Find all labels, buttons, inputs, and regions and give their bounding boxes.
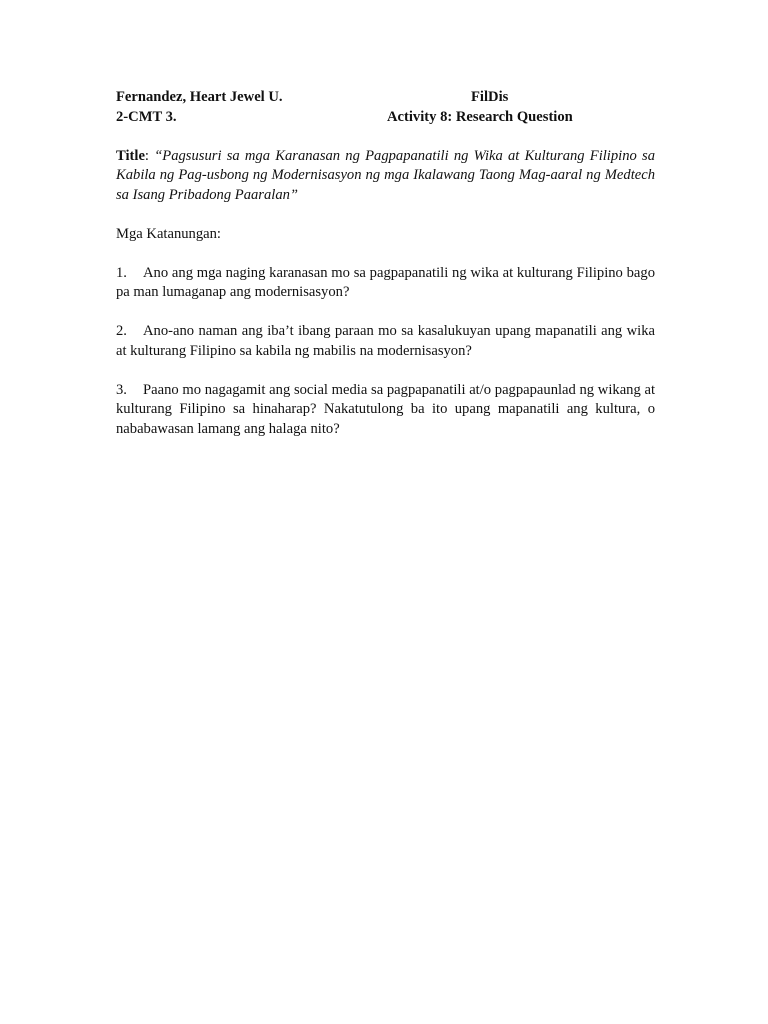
title-separator: : (144, 147, 155, 164)
question-number: 1. (116, 264, 127, 281)
title-text: “Pagsusuri sa mga Karanasan ng Pagpapanatili ng Wika at Kulturang Filipino sa Kabila ng Pag-usbong ng Modernisasyon ng mga Ikalawang Taong Mag-aaral ng Medtech sa Isang Pribadong Paaralan” (116, 147, 655, 203)
question-item (116, 322, 655, 361)
document-content (116, 88, 655, 439)
activity-label: Activity 8: Research Question (387, 108, 573, 125)
research-title (116, 147, 655, 206)
question-number: 3. (116, 381, 127, 398)
question-text: Ano ang mga naging karanasan mo sa pagpapanatili ng wika at kulturang Filipino bago pa man lumaganap ang modernisasyon? (116, 264, 655, 300)
student-name: Fernandez, Heart Jewel U. (116, 89, 283, 105)
title-label: Title (116, 147, 145, 164)
question-item (116, 264, 655, 303)
question-text: Ano-ano naman ang iba’t ibang paraan mo sa kasalukuyan upang mapanatili ang wika at kulturang Filipino sa kabila ng mabilis na modernisasyon? (116, 323, 655, 359)
question-number: 2. (116, 323, 127, 339)
question-item (116, 381, 655, 440)
header-row-2 (116, 108, 655, 128)
question-text: Paano mo nagagamit ang social media sa pagpapanatili at/o pagpapaunlad ng wikang at kulturang Filipino sa hinaharap? Nakatutulong ba ito upang mapanatili ang kultura, o nababawasan lamang ang halaga nito? (116, 381, 655, 437)
questions-heading: Mga Katanungan: (116, 225, 221, 242)
course-name: FilDis (471, 89, 509, 105)
header-row-1 (116, 88, 655, 108)
section-label: 2-CMT 3. (116, 108, 177, 125)
